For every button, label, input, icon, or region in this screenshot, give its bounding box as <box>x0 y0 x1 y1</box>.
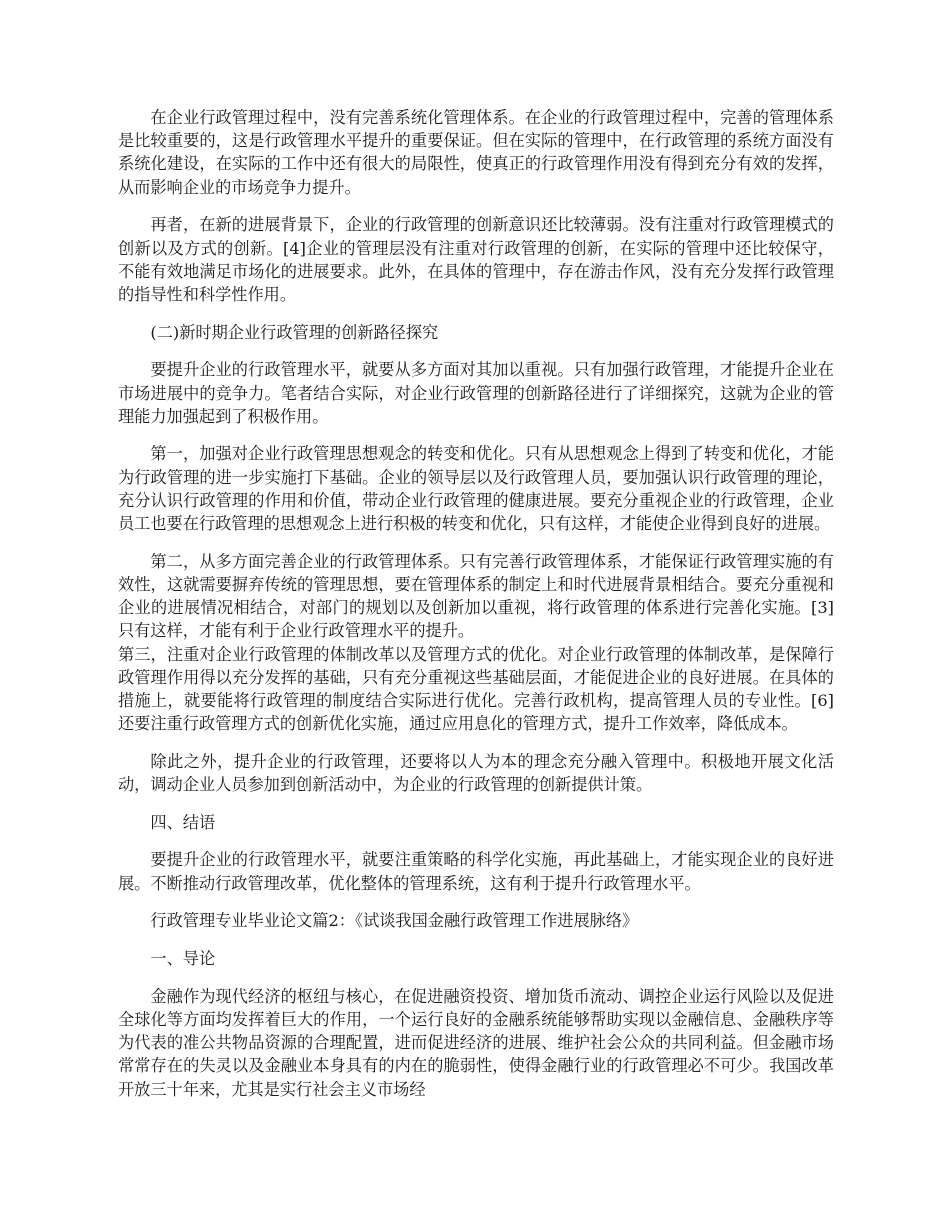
paragraph-innovation-awareness: 再者，在新的进展背景下，企业的行政管理的创新意识还比较薄弱。没有注重对行政管理模式的创新以及方式的创新。[4]企业的管理层没有注重对行政管理的创新，在实际的管理中还比较保守，不能有效地满足市场化的进展要求。此外，在具体的管理中，存在游击作风，没有充分发挥行政管理的指导性和科学性作用。 <box>118 215 834 304</box>
document-page <box>118 106 834 1115</box>
paragraph-people-oriented: 除此之外，提升企业的行政管理，还要将以人为本的理念充分融入管理中。积极地开展文化活动，调动企业人员参加到创新活动中，为企业的行政管理的创新提供计策。 <box>118 751 834 795</box>
paragraph-first-point: 第一，加强对企业行政管理思想观念的转变和优化。只有从思想观念上得到了转变和优化，才能为行政管理的进一步实施打下基础。企业的领导层以及行政管理人员，要加强认识行政管理的理论，充分认识行政管理的作用和价值，带动企业行政管理的健康进展。要充分重视企业的行政管理，企业员工也要在行政管理的思想观念上进行积极的转变和优化，只有这样，才能使企业得到良好的进展。 <box>118 444 834 534</box>
section-heading-conclusion: 四、结语 <box>150 812 216 832</box>
paragraph-finance-intro: 金融作为现代经济的枢纽与核心，在促进融资投资、增加货币流动、调控企业运行风险以及促进全球化等方面均发挥着巨大的作用，一个运行良好的金融系统能够帮助实现以金融信息、金融秩序等为代表的准公共物品资源的合理配置，进而促进经济的进展、维护社会公众的共同利益。但金融市场常常存在的失灵以及金融业本身具有的内在的脆弱性，使得金融行业的行政管理必不可少。我国改革开放三十年来，尤其是实行社会主义市场经 <box>118 986 834 1099</box>
paragraph-second-point: 第二，从多方面完善企业的行政管理体系。只有完善行政管理体系，才能保证行政管理实施的有效性，这就需要摒弃传统的管理思想，要在管理体系的制定上和时代进展背景相结合。要充分重视和企业的进展情况相结合，对部门的规划以及创新加以重视，将行政管理的体系进行完善化实施。[3]只有这样，才能有利于企业行政管理水平的提升。 <box>118 551 834 641</box>
section-heading-introduction: 一、导论 <box>150 949 216 969</box>
article-title-2: 行政管理专业毕业论文篇2：《试谈我国金融行政管理工作进展脉络》 <box>150 911 639 931</box>
paragraph-management-system: 在企业行政管理过程中，没有完善系统化管理体系。在企业的行政管理过程中，完善的管理体系是比较重要的，这是行政管理水平提升的重要保证。但在实际的管理中，在行政管理的系统方面没有系统化建设，在实际的工作中还有很大的局限性，使真正的行政管理作用没有得到充分有效的发挥，从而影响企业的市场竞争力提升。 <box>118 108 834 197</box>
paragraph-improve-level: 要提升企业的行政管理水平，就要从多方面对其加以重视。只有加强行政管理，才能提升企业在市场进展中的竞争力。笔者结合实际，对企业行政管理的创新路径进行了详细探究，这就为企业的管理能力加强起到了积极作用。 <box>118 360 834 426</box>
section-heading-innovation-path: (二)新时期企业行政管理的创新路径探究 <box>150 322 439 342</box>
paragraph-third-point: 第三，注重对企业行政管理的体制改革以及管理方式的优化。对企业行政管理的体制改革，是保障行政管理作用得以充分发挥的基础，只有充分重视这些基础层面，才能促进企业的良好进展。在具体的措施上，就要能将行政管理的制度结合实际进行优化。完善行政机构，提高管理人员的专业性。[6]还要注重行政管理方式的创新优化实施，通过应用息化的管理方式，提升工作效率，降低成本。 <box>118 644 834 734</box>
paragraph-conclusion: 要提升企业的行政管理水平，就要注重策略的科学化实施，再此基础上，才能实现企业的良好进展。不断推动行政管理改革，优化整体的管理系统，这有利于提升行政管理水平。 <box>118 850 834 893</box>
